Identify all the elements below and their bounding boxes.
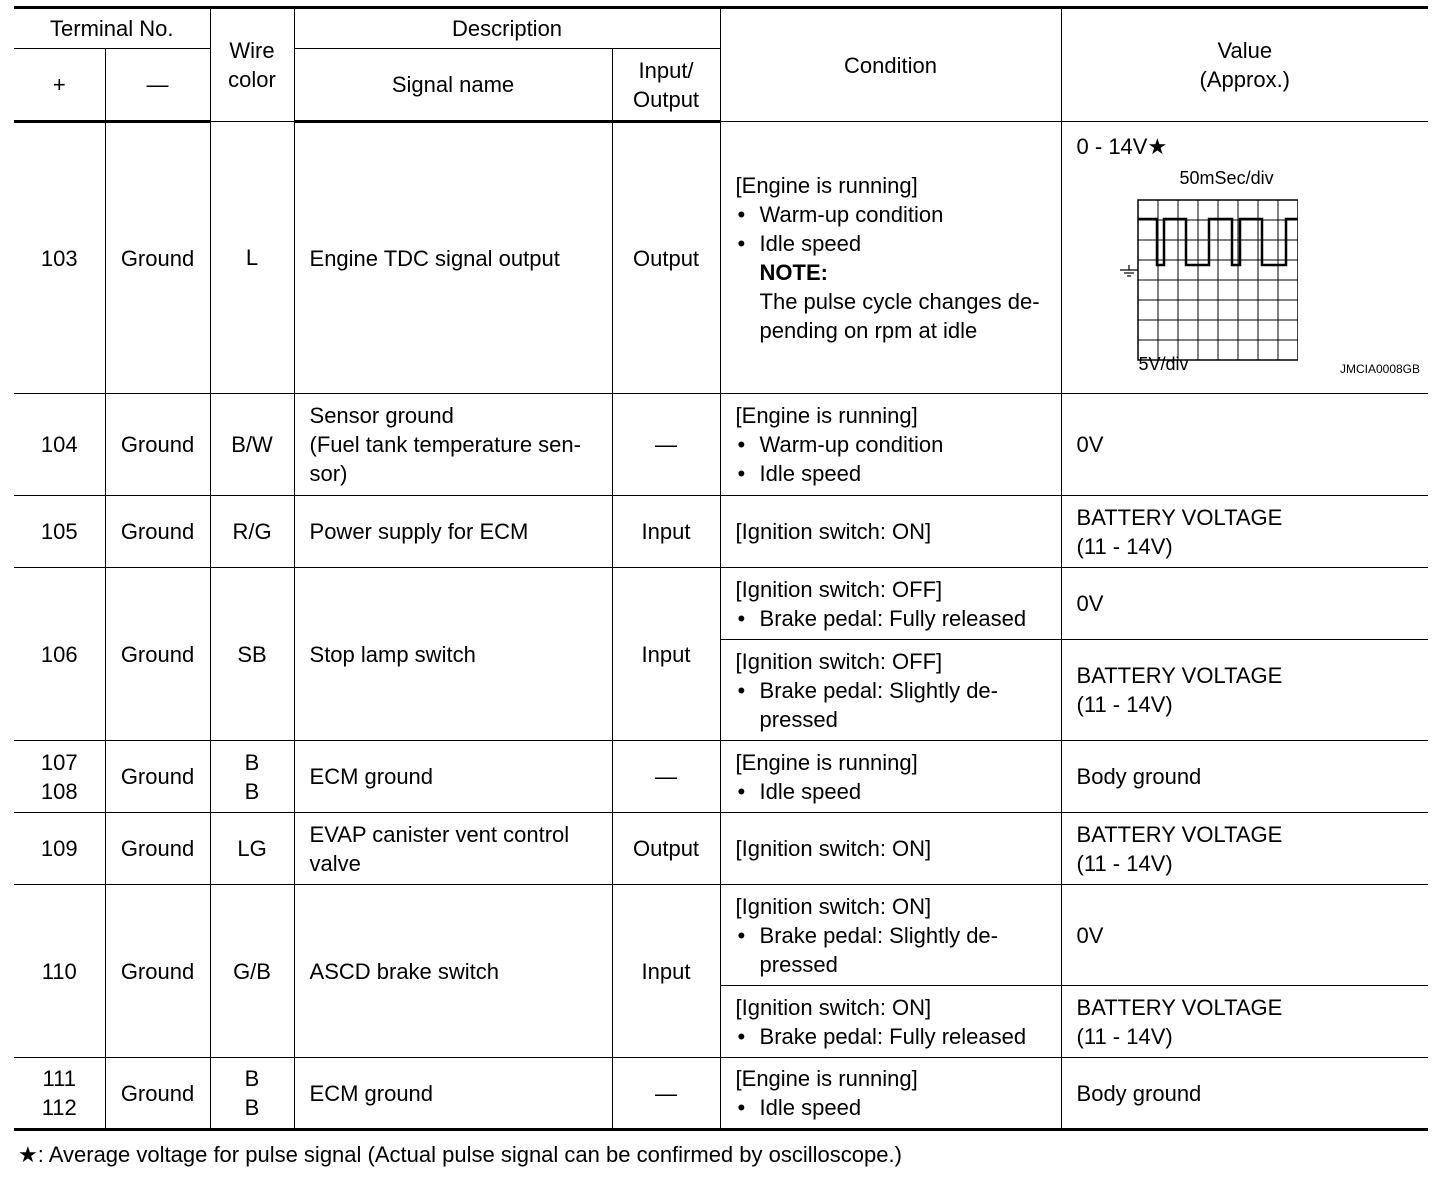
condition-bullet: • Idle speed <box>736 1093 1057 1122</box>
terminal-plus: 104 <box>14 394 105 496</box>
note-label: NOTE: <box>759 259 828 285</box>
header-condition: Condition <box>720 8 1061 122</box>
value: 0V <box>1061 394 1428 496</box>
condition-bullet: • Idle speed <box>736 229 1057 258</box>
header-description: Description <box>294 8 720 49</box>
wire-color: R/G <box>210 496 294 568</box>
condition-bullet: • Brake pedal: Fully released <box>736 604 1057 633</box>
header-input-output: Input/ Output <box>612 49 720 122</box>
input-output: Output <box>612 122 720 394</box>
wire-color: LG <box>210 813 294 885</box>
condition <box>720 741 1061 813</box>
condition-bullet: • Warm-up condition <box>736 430 1057 459</box>
terminal-plus: 106 <box>14 568 105 741</box>
header-minus: — <box>105 49 210 122</box>
wire-color: SB <box>210 568 294 741</box>
condition <box>720 394 1061 496</box>
terminal-minus: Ground <box>105 568 210 741</box>
input-output: Input <box>612 885 720 1058</box>
condition-heading: [Engine is running] <box>735 172 918 198</box>
header-plus: + <box>14 49 105 122</box>
condition-bullet: • Brake pedal: Slightly de- pressed <box>736 676 1057 734</box>
table-row <box>14 885 1428 986</box>
terminal-minus: Ground <box>105 885 210 1058</box>
signal-name: Power supply for ECM <box>294 496 612 568</box>
table-row <box>14 496 1428 568</box>
condition <box>720 496 1061 568</box>
wire-color: G/B <box>210 885 294 1058</box>
condition-heading: [Ignition switch: OFF] <box>735 576 943 602</box>
wire-color: L <box>210 122 294 394</box>
ground-symbol-icon <box>1120 265 1138 276</box>
terminal-plus: 110 <box>14 885 105 1058</box>
terminal-minus: Ground <box>105 813 210 885</box>
input-output: — <box>612 741 720 813</box>
signal-name: EVAP canister vent control valve <box>294 813 612 885</box>
condition <box>720 986 1061 1058</box>
input-output: Input <box>612 568 720 741</box>
condition-heading: [Engine is running] <box>735 403 918 428</box>
terminal-plus: 105 <box>14 496 105 568</box>
oscilloscope-graph <box>1118 192 1298 362</box>
value: BATTERY VOLTAGE (11 - 14V) <box>1061 986 1428 1058</box>
wire-color: B B <box>210 1058 294 1130</box>
terminal-plus: 109 <box>14 813 105 885</box>
condition-bullet: • Idle speed <box>736 459 1057 488</box>
table-row <box>14 122 1428 394</box>
scope-volt-division: 5V/div <box>1138 354 1189 374</box>
header-terminal-no: Terminal No. <box>14 8 210 49</box>
terminal-minus: Ground <box>105 394 210 496</box>
condition <box>720 640 1061 741</box>
terminal-plus: 107 108 <box>14 741 105 813</box>
value: BATTERY VOLTAGE (11 - 14V) <box>1061 813 1428 885</box>
condition-bullet: • Idle speed <box>736 777 1057 806</box>
signal-name: Sensor ground (Fuel tank temperature sen- sor) <box>294 394 612 496</box>
value: BATTERY VOLTAGE (11 - 14V) <box>1061 496 1428 568</box>
terminal-minus: Ground <box>105 122 210 394</box>
terminal-minus: Ground <box>105 741 210 813</box>
condition <box>720 813 1061 885</box>
table-row <box>14 568 1428 640</box>
wire-color: B/W <box>210 394 294 496</box>
signal-name: ASCD brake switch <box>294 885 612 1058</box>
value: Body ground <box>1061 1058 1428 1130</box>
terminal-plus: 103 <box>14 122 105 394</box>
condition-heading: [Ignition switch: ON] <box>735 836 932 861</box>
condition-heading: [Ignition switch: ON] <box>735 994 932 1020</box>
value: 0V <box>1061 885 1428 986</box>
header-wire-color: Wire color <box>210 8 294 122</box>
value-text: 0 - 14V★ <box>1076 134 1168 159</box>
terminal-spec-table <box>14 6 1428 1131</box>
terminal-plus: 111 112 <box>14 1058 105 1130</box>
condition-heading: [Ignition switch: ON] <box>735 893 932 919</box>
note-text: The pulse cycle changes de- pending on rpm at idle <box>759 288 1040 343</box>
table-row <box>14 1058 1428 1130</box>
terminal-minus: Ground <box>105 496 210 568</box>
input-output: Input <box>612 496 720 568</box>
signal-name: ECM ground <box>294 741 612 813</box>
header-value: Value (Approx.) <box>1061 8 1428 122</box>
terminal-minus: Ground <box>105 1058 210 1130</box>
condition-heading: [Engine is running] <box>735 749 918 775</box>
condition-bullet: • Brake pedal: Fully released <box>736 1022 1057 1051</box>
condition <box>720 122 1061 394</box>
table-row <box>14 741 1428 813</box>
value-waveform <box>1061 122 1428 394</box>
table-row <box>14 813 1428 885</box>
scope-time-division: 50mSec/div <box>1179 168 1274 188</box>
condition-heading: [Engine is running] <box>735 1066 918 1091</box>
condition <box>720 1058 1061 1130</box>
signal-name: Engine TDC signal output <box>294 122 612 394</box>
condition-bullet: • Warm-up condition <box>736 200 1057 229</box>
condition <box>720 885 1061 986</box>
footnote: ★: Average voltage for pulse signal (Actual pulse signal can be confirmed by oscilloscope.) <box>18 1142 902 1167</box>
condition <box>720 568 1061 640</box>
signal-name: Stop lamp switch <box>294 568 612 741</box>
input-output: Output <box>612 813 720 885</box>
condition-heading: [Ignition switch: ON] <box>735 519 932 544</box>
signal-name: ECM ground <box>294 1058 612 1130</box>
value: Body ground <box>1061 741 1428 813</box>
figure-reference: JMCIA0008GB <box>1339 362 1421 376</box>
input-output: — <box>612 394 720 496</box>
value: BATTERY VOLTAGE (11 - 14V) <box>1061 640 1428 741</box>
value: 0V <box>1061 568 1428 640</box>
input-output: — <box>612 1058 720 1130</box>
wire-color: B B <box>210 741 294 813</box>
table-row <box>14 394 1428 496</box>
condition-heading: [Ignition switch: OFF] <box>735 648 943 674</box>
condition-bullet: • Brake pedal: Slightly de- pressed <box>736 921 1057 979</box>
header-signal-name: Signal name <box>294 49 612 122</box>
